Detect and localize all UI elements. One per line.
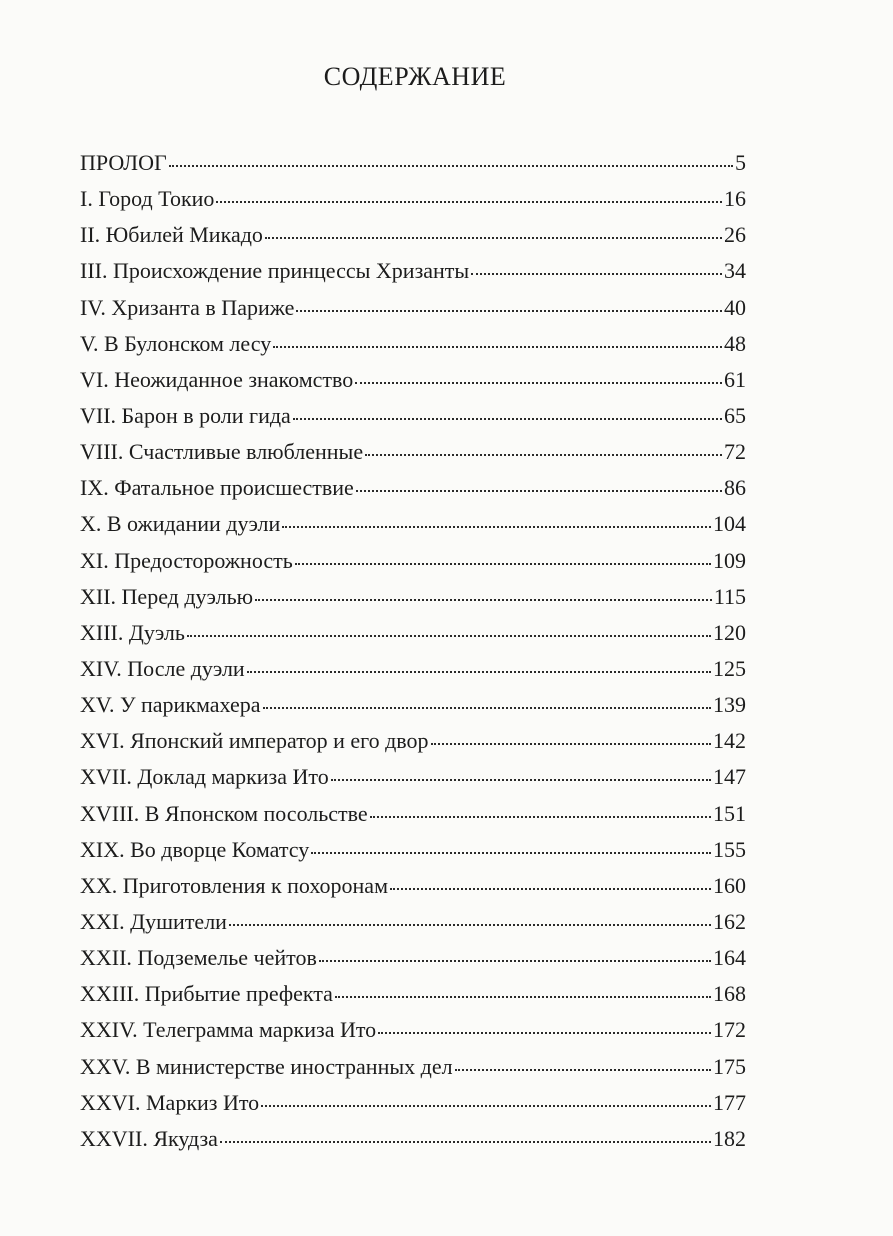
toc-entry xyxy=(80,1085,746,1121)
toc-entry-title: XXV. В министерстве иностранных дел xyxy=(80,1053,453,1079)
toc-entry-title: IX. Фатальное происшествие xyxy=(80,475,354,501)
dot-leader xyxy=(282,509,711,531)
toc-entry-page-number: 172 xyxy=(713,1017,746,1043)
toc-entry-page-number: 162 xyxy=(713,908,746,934)
toc-entry-title: I. Город Токио xyxy=(80,186,215,212)
toc-entry xyxy=(80,290,746,326)
toc-entry-title: XXIII. Прибытие префекта xyxy=(80,981,333,1007)
toc-entry xyxy=(80,832,746,868)
dot-leader xyxy=(293,401,722,423)
toc-entry xyxy=(80,506,746,542)
toc-entry-page-number: 115 xyxy=(713,583,746,609)
toc-entry-title: XI. Предосторожность xyxy=(80,547,293,573)
dot-leader xyxy=(331,762,711,784)
toc-entry-title: XVIII. В Японском посольстве xyxy=(80,800,368,826)
toc-entry-page-number: 125 xyxy=(713,655,746,681)
toc-entry xyxy=(80,796,746,832)
toc-entry-page-number: 142 xyxy=(713,728,746,754)
toc-entry xyxy=(80,181,746,217)
dot-leader xyxy=(265,220,722,242)
toc-entry-title: V. В Булонском лесу xyxy=(80,330,272,356)
toc-entry-title: XX. Приготовления к похоронам xyxy=(80,872,388,898)
dot-leader xyxy=(431,726,711,748)
toc-entry-page-number: 139 xyxy=(713,692,746,718)
dot-leader xyxy=(296,293,722,315)
toc-entry-page-number: 177 xyxy=(713,1089,746,1115)
dot-leader xyxy=(273,329,722,351)
toc-entry-title: II. Юбилей Микадо xyxy=(80,222,263,248)
toc-entry xyxy=(80,326,746,362)
toc-entry-title: VI. Неожиданное знакомство xyxy=(80,366,354,392)
dot-leader xyxy=(356,473,722,495)
toc-entry-page-number: 147 xyxy=(713,764,746,790)
toc-entry-title: XVI. Японский император и его двор xyxy=(80,728,429,754)
toc-entry-page-number: 26 xyxy=(724,222,746,248)
toc-entry xyxy=(80,398,746,434)
dot-leader xyxy=(365,437,722,459)
toc-entry-page-number: 151 xyxy=(713,800,746,826)
dot-leader xyxy=(216,184,722,206)
toc-entry-title: XIX. Во дворце Коматсу xyxy=(80,836,310,862)
toc-entry xyxy=(80,434,746,470)
page-title: СОДЕРЖАНИЕ xyxy=(323,62,507,91)
toc-entry xyxy=(80,1049,746,1085)
toc-entry-page-number: 86 xyxy=(724,475,746,501)
toc-entry xyxy=(80,615,746,651)
toc-entry-title: XII. Перед дуэлью xyxy=(80,583,254,609)
toc-entry-title: XXII. Подземелье чейтов xyxy=(80,945,317,971)
toc-entry-page-number: 5 xyxy=(735,150,746,175)
toc-entry xyxy=(80,145,746,181)
toc-entry xyxy=(80,362,746,398)
toc-entry xyxy=(80,940,746,976)
toc-entry-title: XIV. После дуэли xyxy=(80,655,245,681)
toc-entry-title: XXVI. Маркиз Ито xyxy=(80,1089,260,1115)
dot-leader xyxy=(319,943,711,965)
toc-entry-title: XIII. Дуэль xyxy=(80,619,185,645)
toc-entry-title: ПРОЛОГ xyxy=(80,150,167,175)
toc-entry-page-number: 182 xyxy=(713,1125,746,1151)
toc-entry xyxy=(80,904,746,940)
toc-entry-page-number: 168 xyxy=(713,981,746,1007)
dot-leader xyxy=(311,835,711,857)
toc-entry-title: VII. Барон в роли гида xyxy=(80,402,291,428)
dot-leader xyxy=(263,690,711,712)
dot-leader xyxy=(229,907,711,929)
toc-entry-title: X. В ожидании дуэли xyxy=(80,511,281,537)
dot-leader xyxy=(355,365,722,387)
toc-entry-page-number: 40 xyxy=(724,294,746,320)
dot-leader xyxy=(220,1124,711,1146)
dot-leader xyxy=(261,1088,711,1110)
toc-entry-page-number: 160 xyxy=(713,872,746,898)
toc-entry-page-number: 175 xyxy=(713,1053,746,1079)
toc-entry-title: XV. У парикмахера xyxy=(80,692,261,718)
dot-leader xyxy=(471,256,722,278)
toc-entry-title: XXI. Душители xyxy=(80,908,227,934)
dot-leader xyxy=(455,1052,711,1074)
toc-entry-page-number: 16 xyxy=(724,186,746,212)
toc-entry-page-number: 155 xyxy=(713,836,746,862)
table-of-contents xyxy=(80,145,746,1157)
dot-leader xyxy=(378,1015,711,1037)
dot-leader xyxy=(370,799,711,821)
toc-entry-title: VIII. Счастливые влюбленные xyxy=(80,439,364,465)
toc-entry-page-number: 104 xyxy=(713,511,746,537)
toc-entry-page-number: 164 xyxy=(713,945,746,971)
toc-entry xyxy=(80,759,746,795)
dot-leader xyxy=(187,618,711,640)
toc-entry-page-number: 109 xyxy=(713,547,746,573)
toc-entry-page-number: 72 xyxy=(724,439,746,465)
toc-entry xyxy=(80,217,746,253)
toc-entry-title: III. Происхождение принцессы Хризанты xyxy=(80,258,470,284)
toc-entry xyxy=(80,687,746,723)
toc-entry xyxy=(80,253,746,289)
toc-entry xyxy=(80,1121,746,1157)
dot-leader xyxy=(390,871,711,893)
toc-entry xyxy=(80,976,746,1012)
toc-entry xyxy=(80,579,746,615)
toc-entry xyxy=(80,1012,746,1048)
toc-entry xyxy=(80,651,746,687)
dot-leader xyxy=(295,546,711,568)
toc-entry-page-number: 65 xyxy=(724,402,746,428)
toc-entry-page-number: 61 xyxy=(724,366,746,392)
toc-entry-page-number: 120 xyxy=(713,619,746,645)
toc-entry-title: XVII. Доклад маркиза Ито xyxy=(80,764,329,790)
dot-leader xyxy=(255,582,712,604)
toc-entry-title: XXVII. Якудза xyxy=(80,1125,218,1151)
toc-entry xyxy=(80,723,746,759)
dot-leader xyxy=(247,654,711,676)
dot-leader xyxy=(169,148,733,170)
dot-leader xyxy=(335,979,711,1001)
toc-entry-page-number: 48 xyxy=(724,330,746,356)
toc-entry-title: IV. Хризанта в Париже xyxy=(80,294,295,320)
toc-entry xyxy=(80,868,746,904)
toc-entry-title: XXIV. Телеграмма маркиза Ито xyxy=(80,1017,377,1043)
toc-entry xyxy=(80,543,746,579)
toc-entry-page-number: 34 xyxy=(724,258,746,284)
toc-entry xyxy=(80,470,746,506)
